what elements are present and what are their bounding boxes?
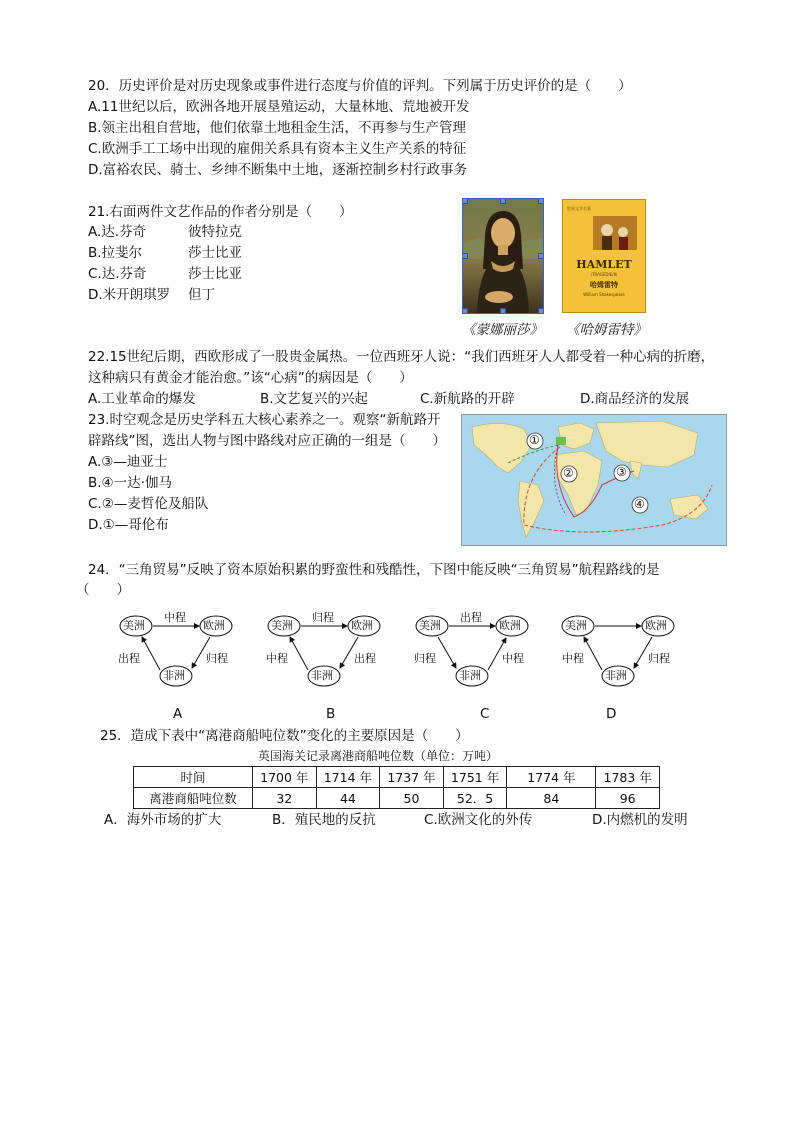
resize-handle[interactable] bbox=[462, 308, 468, 314]
book-illustration bbox=[593, 216, 637, 250]
arrow-label-left: 中程 bbox=[562, 652, 584, 665]
node-america: 美洲 bbox=[419, 619, 441, 632]
q23-stem-line2: 辟路线”图，选出人物与图中路线对应正确的一组是（ ） bbox=[88, 433, 446, 449]
q25-option-b: B．殖民地的反抗 bbox=[272, 812, 376, 828]
node-africa: 非洲 bbox=[311, 669, 333, 682]
table-cell: 84 bbox=[507, 788, 596, 809]
q23-stem-line1: 23.时空观念是历史学科五大核心素养之一。观察“新航路开 bbox=[88, 412, 441, 428]
q22-stem-line2: 这种病只有黄金才能治愈。”该“心病”的病因是（ ） bbox=[88, 370, 413, 386]
table-cell: 1700 年 bbox=[253, 767, 317, 788]
q21-option-b-second: 莎士比亚 bbox=[188, 245, 242, 261]
q21-option-c: C.达.芬奇 bbox=[88, 266, 147, 282]
caption-mona-lisa: 《蒙娜丽莎》 bbox=[462, 322, 543, 338]
diagram-label-c: C bbox=[480, 706, 490, 722]
resize-handle[interactable] bbox=[500, 308, 506, 314]
q20-stem: 20．历史评价是对历史现象或事件进行态度与价值的评判。下列属于历史评价的是（ ） bbox=[88, 78, 632, 94]
arrow-label-top: 中程 bbox=[164, 611, 186, 624]
book-cn-title: 哈姆雷特 bbox=[590, 281, 618, 289]
table-cell: 离港商船吨位数 bbox=[134, 788, 253, 809]
q22-stem-line1: 22.15世纪后期，西欧形成了一股贵金属热。一位西班牙人说：“我们西班牙人人都受着一种心病的折磨， bbox=[88, 349, 715, 365]
node-africa: 非洲 bbox=[605, 669, 627, 682]
q20-option-d: D.富裕农民、骑士、乡绅不断集中土地，逐渐控制乡村行政事务 bbox=[88, 162, 468, 178]
arrow-label-right: 归程 bbox=[648, 652, 670, 665]
triangle-diagram-c bbox=[414, 610, 532, 690]
node-europe: 欧洲 bbox=[645, 619, 667, 632]
q24-stem-line2: （ ） bbox=[76, 582, 130, 598]
resize-handle[interactable] bbox=[538, 308, 544, 314]
book-subtitle: (TRAGEDIE/II) bbox=[590, 272, 618, 277]
new-routes-map bbox=[461, 414, 727, 546]
table-cell: 32 bbox=[253, 788, 317, 809]
q22-option-d: D.商品经济的发展 bbox=[580, 391, 690, 407]
q23-option-a: A.③—迪亚士 bbox=[88, 454, 168, 470]
resize-handle[interactable] bbox=[500, 198, 506, 204]
table-cell: 96 bbox=[596, 788, 660, 809]
q21-option-a-second: 彼特拉克 bbox=[188, 224, 242, 240]
table-row bbox=[134, 788, 660, 809]
tonnage-table bbox=[133, 766, 660, 809]
q25-stem: 25．造成下表中“离港商船吨位数”变化的主要原因是（ ） bbox=[100, 728, 469, 744]
q23-option-c: C.②—麦哲伦及船队 bbox=[88, 496, 209, 512]
table-cell: 1774 年 bbox=[507, 767, 596, 788]
q21-option-c-second: 莎士比亚 bbox=[188, 266, 242, 282]
book-title: HAMLET bbox=[576, 258, 632, 271]
arrow-label-left: 中程 bbox=[266, 652, 288, 665]
q22-option-a: A.工业革命的爆发 bbox=[88, 391, 196, 407]
table-cell: 1751 年 bbox=[443, 767, 507, 788]
table-cell: 时间 bbox=[134, 767, 253, 788]
node-america: 美洲 bbox=[271, 619, 293, 632]
q24-stem-line1: 24．“三角贸易”反映了资本原始积累的野蛮性和残酷性，下图中能反映“三角贸易”航程路线的是 bbox=[88, 562, 660, 578]
diagram-label-a: A bbox=[173, 706, 183, 722]
resize-handle[interactable] bbox=[538, 253, 544, 259]
resize-handle[interactable] bbox=[462, 253, 468, 259]
table-cell: 1737 年 bbox=[380, 767, 444, 788]
table-row bbox=[134, 767, 660, 788]
q20-option-c: C.欧洲手工工场中出现的雇佣关系具有资本主义生产关系的特征 bbox=[88, 141, 467, 157]
arrow-label-left: 归程 bbox=[414, 652, 436, 665]
diagram-label-d: D bbox=[606, 706, 617, 722]
q25-option-d: D.内燃机的发明 bbox=[592, 812, 688, 828]
q21-option-d: D.米开朗琪罗 bbox=[88, 287, 171, 303]
resize-handle[interactable] bbox=[538, 198, 544, 204]
table-title: 英国海关记录离港商船吨位数（单位：万吨） bbox=[258, 749, 499, 763]
node-africa: 非洲 bbox=[163, 669, 185, 682]
q23-option-d: D.①—哥伦布 bbox=[88, 517, 169, 533]
triangle-diagram-b bbox=[266, 610, 384, 690]
triangle-diagram-a bbox=[118, 610, 236, 690]
q22-option-b: B.文艺复兴的兴起 bbox=[260, 391, 369, 407]
q25-option-a: A．海外市场的扩大 bbox=[104, 812, 222, 828]
book-author: William Shakespeare bbox=[583, 292, 625, 297]
map-marker-1: ① bbox=[529, 433, 540, 447]
arrow-label-right: 出程 bbox=[354, 652, 376, 665]
map-marker-2: ② bbox=[563, 466, 574, 480]
q23-option-b: B.④一达·伽马 bbox=[88, 475, 172, 491]
arrow-label-top: 出程 bbox=[460, 611, 482, 624]
q21-stem: 21.右面两件文艺作品的作者分别是（ ） bbox=[88, 204, 353, 220]
resize-handle[interactable] bbox=[462, 198, 468, 204]
table-cell: 1714 年 bbox=[316, 767, 380, 788]
arrow-label-right: 中程 bbox=[502, 652, 524, 665]
triangle-diagram-d bbox=[560, 610, 678, 690]
table-cell: 44 bbox=[316, 788, 380, 809]
node-europe: 欧洲 bbox=[351, 619, 373, 632]
table-cell: 52．5 bbox=[443, 788, 507, 809]
arrow-label-right: 归程 bbox=[206, 652, 228, 665]
q20-option-b: B.领主出租自营地，他们依靠土地租金生活，不再参与生产管理 bbox=[88, 120, 467, 136]
node-america: 美洲 bbox=[123, 619, 145, 632]
q22-option-c: C.新航路的开辟 bbox=[420, 391, 515, 407]
q21-option-b: B.拉斐尔 bbox=[88, 245, 143, 261]
book-top-text: 世界文学名著 bbox=[567, 206, 591, 211]
q21-option-d-second: 但丁 bbox=[188, 287, 215, 303]
arrow-label-top: 归程 bbox=[312, 611, 334, 624]
node-africa: 非洲 bbox=[459, 669, 481, 682]
q21-option-a: A.达.芬奇 bbox=[88, 224, 147, 240]
mona-lisa-image[interactable] bbox=[462, 198, 544, 314]
arrow-label-left: 出程 bbox=[118, 652, 140, 665]
caption-hamlet: 《哈姆雷特》 bbox=[566, 322, 647, 338]
hamlet-book-image bbox=[562, 199, 646, 313]
q25-option-c: C.欧洲文化的外传 bbox=[424, 812, 533, 828]
node-europe: 欧洲 bbox=[203, 619, 225, 632]
q20-option-a: A.11世纪以后，欧洲各地开展垦殖运动，大量林地、荒地被开发 bbox=[88, 99, 470, 115]
node-europe: 欧洲 bbox=[499, 619, 521, 632]
map-marker-4: ④ bbox=[634, 497, 645, 511]
node-america: 美洲 bbox=[565, 619, 587, 632]
map-marker-3: ③ bbox=[616, 465, 627, 479]
table-cell: 50 bbox=[380, 788, 444, 809]
diagram-label-b: B bbox=[326, 706, 336, 722]
table-cell: 1783 年 bbox=[596, 767, 660, 788]
